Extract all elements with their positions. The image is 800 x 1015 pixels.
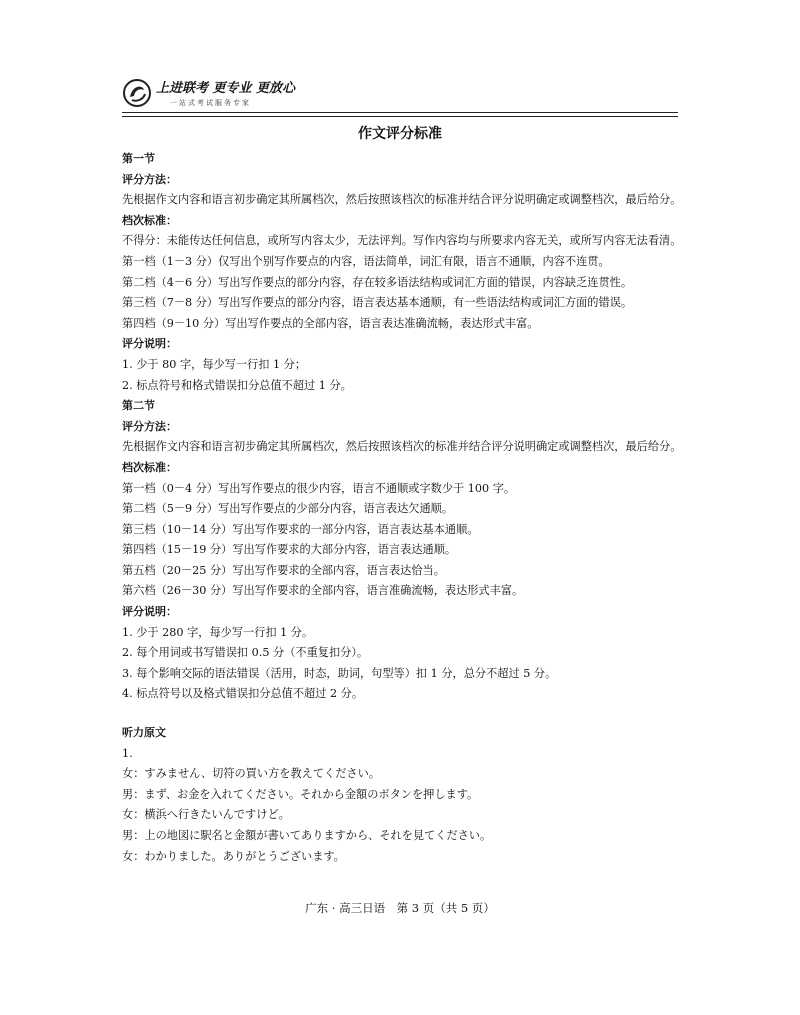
criteria-line: 第五档（20－25 分）写出写作要求的全部内容，语言表达恰当。 — [122, 563, 445, 577]
transcript-line: 1. — [122, 746, 133, 760]
page-footer: 广东 · 高三日语 第 3 页（共 5 页） — [305, 901, 495, 915]
brand-slogan: 一站式考试服务专家 — [170, 99, 251, 107]
criteria-line: 1. 少于 280 字，每少写一行扣 1 分。 — [122, 625, 314, 639]
criteria-line: 1. 少于 80 字，每少写一行扣 1 分； — [122, 357, 307, 371]
criteria-line: 第二档（5－9 分）写出写作要点的少部分内容，语言表达欠通顺。 — [122, 502, 454, 516]
section-gap — [122, 705, 692, 723]
page-header — [122, 72, 682, 116]
brand-name: 上进联考 更专业 更放心 — [156, 81, 296, 96]
criteria-heading: 档次标准： — [122, 460, 177, 474]
logo-icon — [122, 78, 152, 108]
transcript-line: 女：わかりました。ありがとうございます。 — [122, 849, 345, 863]
criteria-heading: 评分说明： — [122, 337, 177, 351]
criteria-line: 先根据作文内容和语言初步确定其所属档次，然后按照该档次的标准并结合评分说明确定或调整档次，最后给分。 — [122, 440, 682, 454]
criteria-heading: 评分方法： — [122, 172, 177, 186]
document-body — [122, 149, 692, 867]
criteria-line: 不得分：未能传达任何信息，或所写内容太少，无法评判。写作内容均与所要求内容无关，或所写内容无法看清。 — [122, 234, 682, 248]
criteria-line: 第一档（0－4 分）写出写作要点的很少内容，语言不通顺或字数少于 100 字。 — [122, 481, 516, 495]
criteria-line: 第六档（26－30 分）写出写作要求的全部内容，语言准确流畅，表达形式丰富。 — [122, 584, 524, 598]
transcript-line: 女：横浜へ行きたいんですけど。 — [122, 808, 290, 822]
header-rule-thin — [122, 116, 678, 117]
page-title: 作文评分标准 — [358, 126, 442, 142]
header-rule — [122, 112, 678, 113]
criteria-line: 第三档（7－8 分）写出写作要点的部分内容，语言表达基本通顺，有一些语法结构或词汇方面的错误。 — [122, 296, 633, 310]
criteria-line: 2. 标点符号和格式错误扣分总值不超过 1 分。 — [122, 378, 352, 392]
criteria-heading: 档次标准： — [122, 213, 177, 227]
criteria-line: 3. 每个影响交际的语法错误（活用，时态，助词，句型等）扣 1 分，总分不超过 5 分。 — [122, 666, 557, 680]
criteria-line: 第二档（4－6 分）写出写作要点的部分内容，存在较多语法结构或词汇方面的错误，内容缺乏连贯性。 — [122, 275, 633, 289]
criteria-line: 第一档（1－3 分）仅写出个别写作要点的内容，语法简单，词汇有限，语言不通顺，内容不连贯。 — [122, 254, 610, 268]
criteria-line: 2. 每个用词或书写错误扣 0.5 分（不重复扣分）。 — [122, 646, 369, 660]
criteria-heading: 评分方法： — [122, 419, 177, 433]
criteria-heading: 第一节 — [122, 152, 155, 165]
transcript-line: 男：上の地図に駅名と金額が書いてありますから、それを見てください。 — [122, 829, 492, 842]
criteria-line: 4. 标点符号以及格式错误扣分总值不超过 2 分。 — [122, 687, 364, 701]
criteria-line: 第四档（9－10 分）写出写作要点的全部内容，语言表达准确流畅，表达形式丰富。 — [122, 316, 539, 330]
criteria-line: 第三档（10－14 分）写出写作要求的一部分内容，语言表达基本通顺。 — [122, 522, 479, 536]
transcript-line: 男：まず、お金を入れてください。それから金額のボタンを押します。 — [122, 787, 479, 801]
listening-transcript — [122, 723, 692, 867]
grading-sections — [122, 149, 692, 705]
criteria-heading: 评分说明： — [122, 605, 177, 619]
transcript-line: 女：すみません、切符の買い方を教えてください。 — [122, 767, 380, 781]
transcript-heading: 听力原文 — [122, 726, 166, 740]
criteria-heading: 第二节 — [122, 399, 155, 413]
criteria-line: 先根据作文内容和语言初步确定其所属档次，然后按照该档次的标准并结合评分说明确定或调整档次，最后给分。 — [122, 193, 682, 207]
criteria-line: 第四档（15－19 分）写出写作要求的大部分内容，语言表达通顺。 — [122, 543, 457, 557]
